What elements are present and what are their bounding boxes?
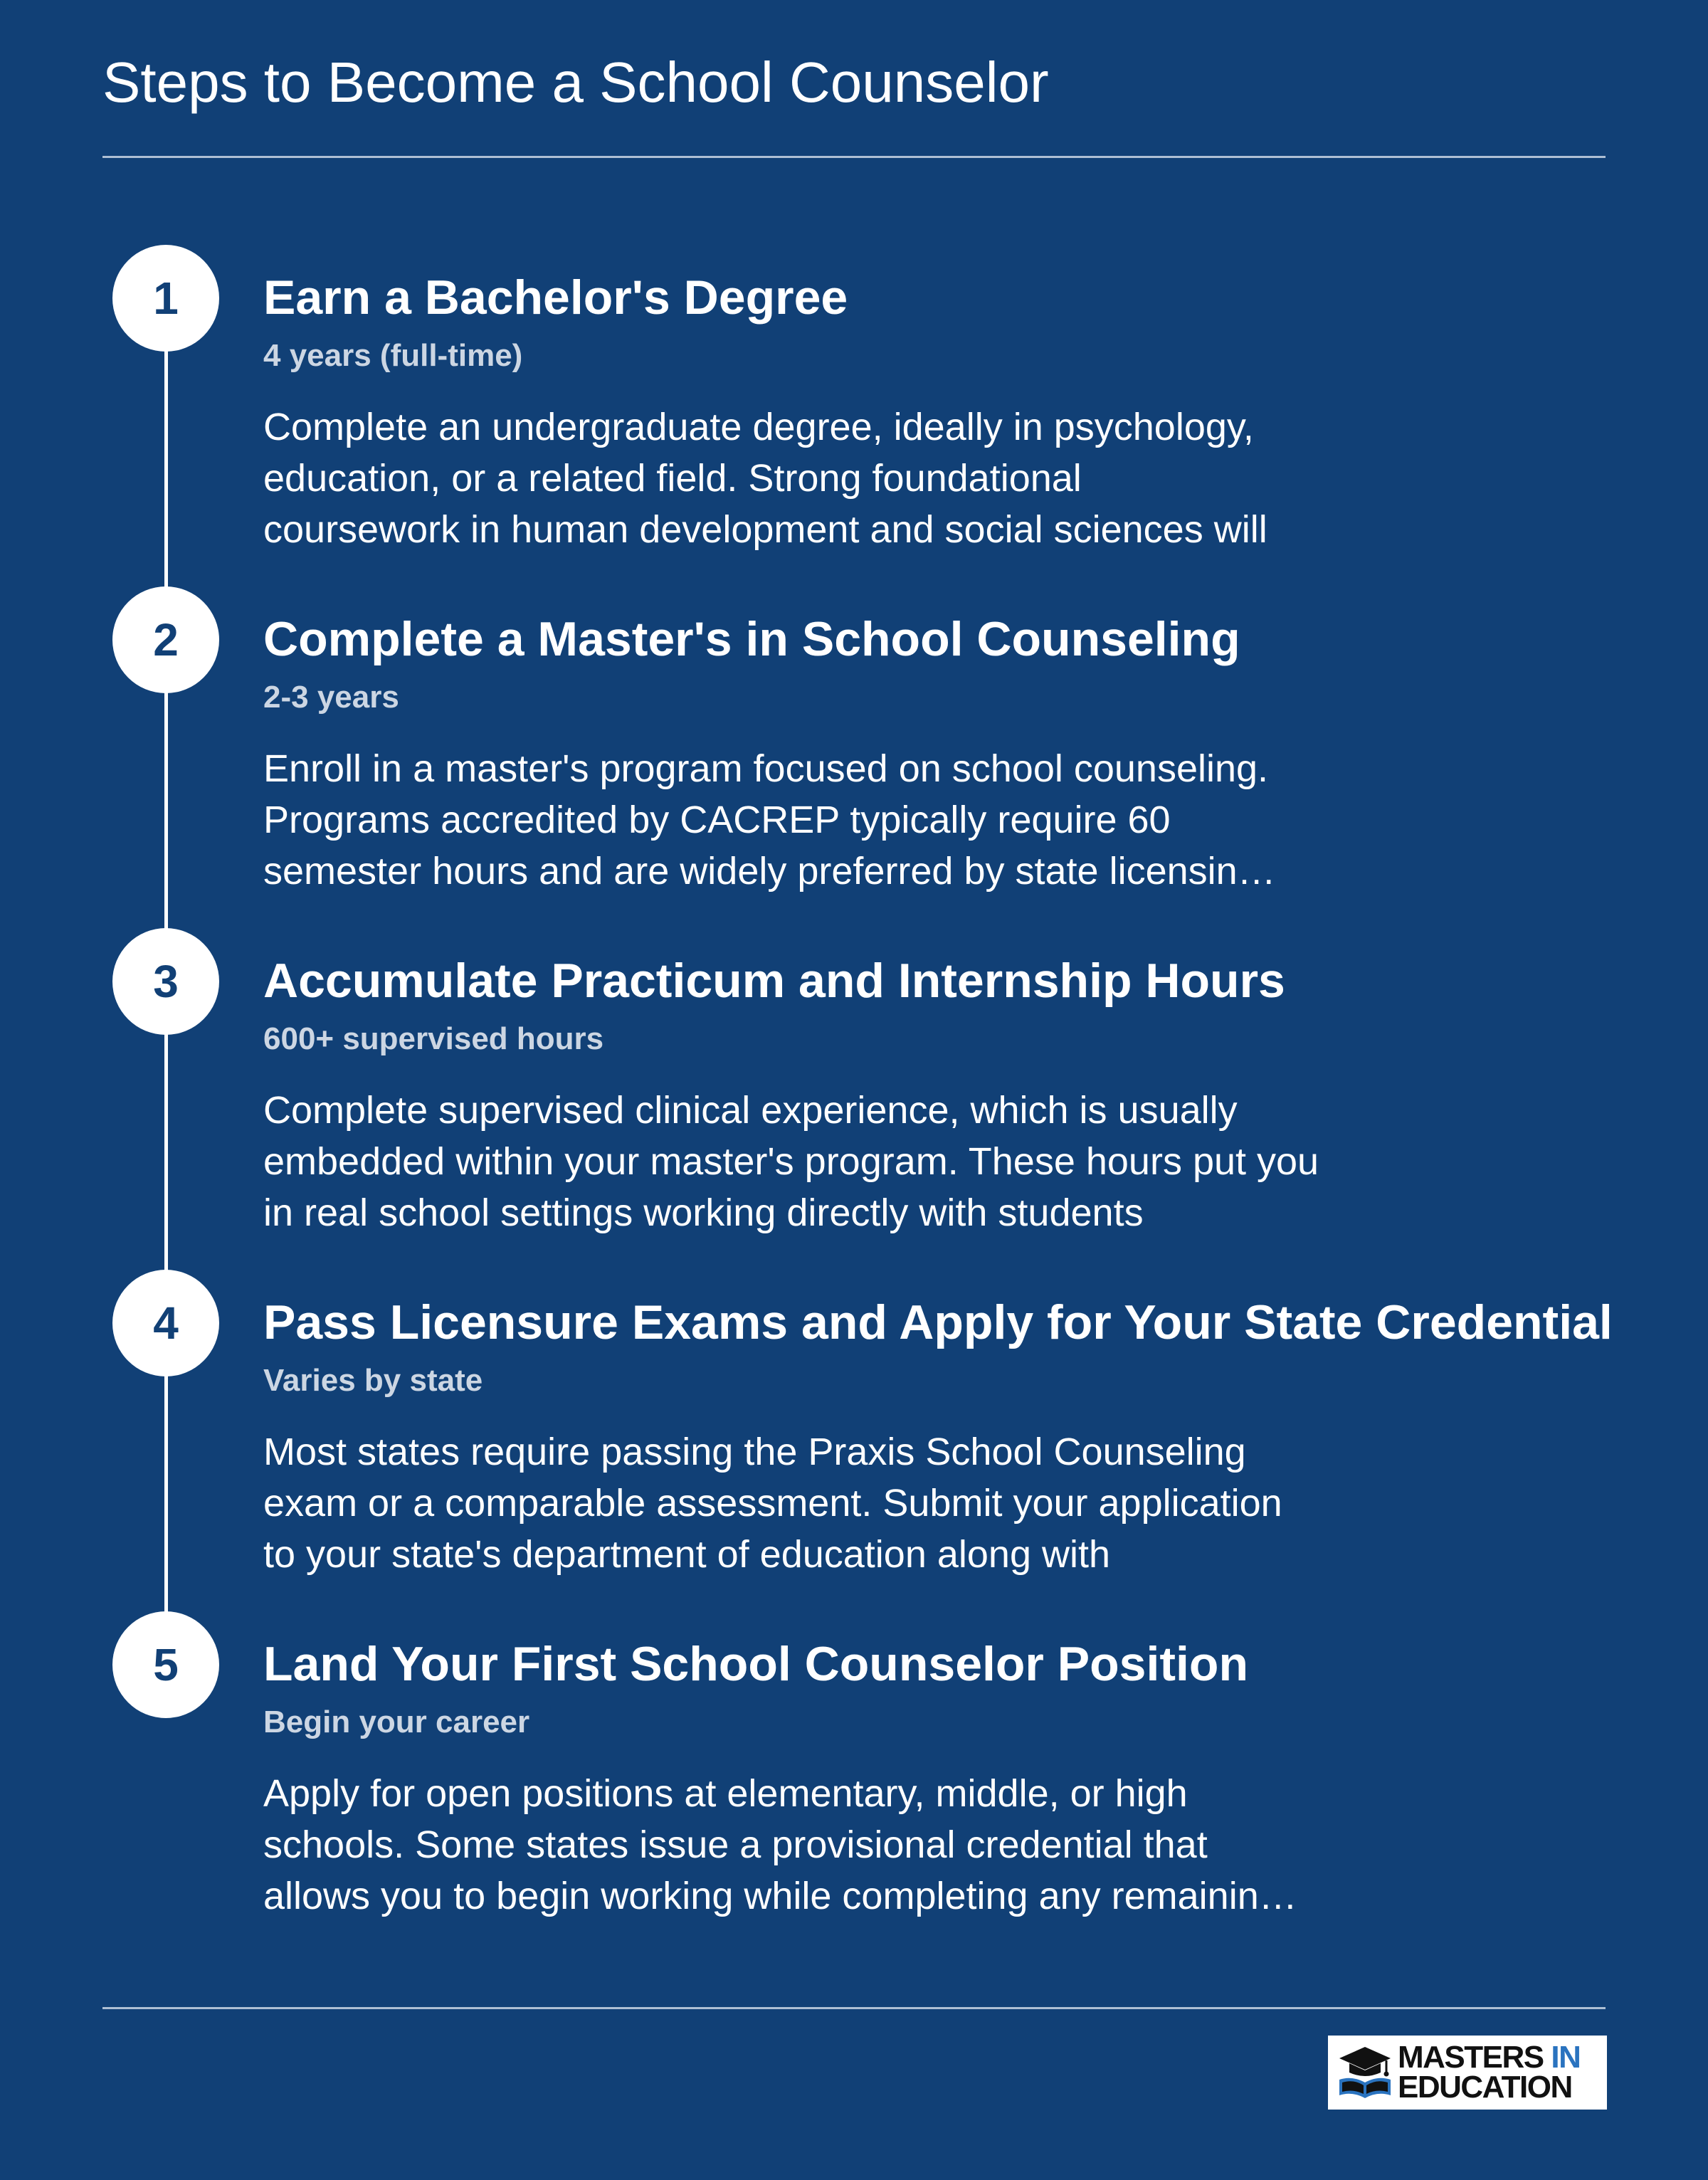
- step-2: [0, 586, 1708, 928]
- step-number-badge: 1: [112, 245, 219, 352]
- step-duration: 2-3 years: [263, 680, 399, 715]
- masters-in-education-logo: [1328, 2036, 1607, 2110]
- description-line: Enroll in a master's program focused on school counseling.: [263, 747, 1269, 790]
- step-duration: 600+ supervised hours: [263, 1021, 604, 1056]
- logo-word-in: IN: [1551, 2040, 1581, 2075]
- step-duration: Begin your career: [263, 1705, 530, 1739]
- step-title: Earn a Bachelor's Degree: [263, 270, 848, 325]
- step-1: [0, 245, 1708, 586]
- step-description: [263, 401, 1402, 555]
- description-line: coursework in human development and social sciences will: [263, 508, 1267, 551]
- step-number-badge: 4: [112, 1270, 219, 1376]
- logo-line-2: EDUCATION: [1398, 2070, 1572, 2105]
- logo-wordmark: [1398, 2040, 1581, 2105]
- description-line: Most states require passing the Praxis School Counseling: [263, 1431, 1246, 1473]
- bottom-divider: [102, 2007, 1606, 2009]
- step-3: [0, 928, 1708, 1270]
- step-title: Complete a Master's in School Counseling: [263, 612, 1240, 666]
- description-line: allows you to begin working while completing any remainin…: [263, 1875, 1297, 1917]
- description-line: embedded within your master's program. These hours put you: [263, 1140, 1319, 1183]
- description-line: exam or a comparable assessment. Submit your application: [263, 1482, 1282, 1525]
- step-description: [263, 1085, 1402, 1238]
- description-line: to your state's department of education along with: [263, 1533, 1111, 1576]
- description-line: schools. Some states issue a provisional credential that: [263, 1823, 1208, 1866]
- step-5: [0, 1611, 1708, 1953]
- step-number-badge: 5: [112, 1611, 219, 1718]
- description-line: Complete an undergraduate degree, ideally in psychology,: [263, 406, 1254, 448]
- step-description: [263, 1426, 1402, 1580]
- step-number-badge: 2: [112, 586, 219, 693]
- graduation-cap-book-icon: [1337, 2043, 1393, 2102]
- description-line: in real school settings working directly with students: [263, 1191, 1144, 1234]
- top-divider: [102, 156, 1606, 158]
- description-line: semester hours and are widely preferred by state licensin…: [263, 850, 1276, 892]
- step-description: [263, 1768, 1402, 1922]
- step-title: Pass Licensure Exams and Apply for Your State Credential: [263, 1295, 1613, 1349]
- description-line: Complete supervised clinical experience, which is usually: [263, 1089, 1238, 1132]
- page-title: Steps to Become a School Counselor: [102, 51, 1049, 114]
- step-duration: Varies by state: [263, 1363, 483, 1398]
- description-line: education, or a related field. Strong foundational: [263, 457, 1082, 500]
- description-line: Apply for open positions at elementary, middle, or high: [263, 1772, 1188, 1815]
- step-number-badge: 3: [112, 928, 219, 1035]
- step-duration: 4 years (full-time): [263, 338, 523, 373]
- step-title: Land Your First School Counselor Position: [263, 1637, 1249, 1691]
- step-4: [0, 1270, 1708, 1611]
- step-description: [263, 743, 1402, 897]
- description-line: Programs accredited by CACREP typically require 60: [263, 799, 1171, 841]
- logo-line-1: [1398, 2040, 1581, 2075]
- logo-word-masters: MASTERS: [1398, 2040, 1544, 2075]
- step-title: Accumulate Practicum and Internship Hours: [263, 954, 1285, 1008]
